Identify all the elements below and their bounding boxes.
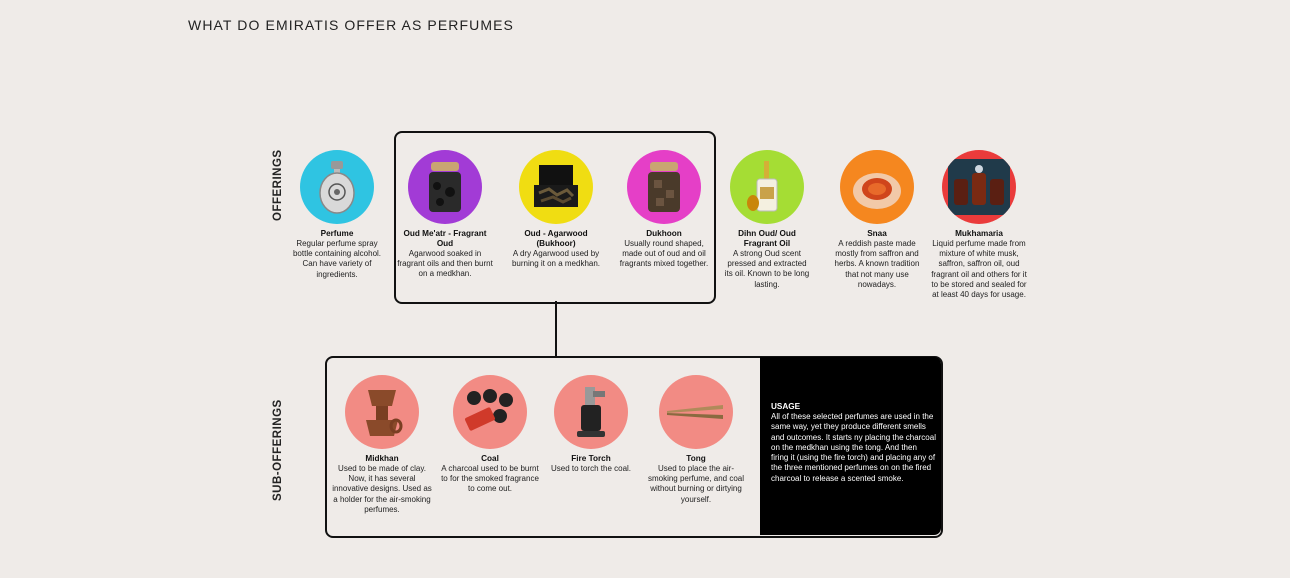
sub-offering-midkhan <box>332 375 432 515</box>
sub-offering-desc: Used to be made of clay. Now, it has several innovative designs. Used as a holder for the air-smoking perfumes. <box>332 464 432 514</box>
offering-desc: Regular perfume spray bottle containing alcohol. Can have variety of ingredients. <box>292 239 382 279</box>
snaa-bowl-icon <box>840 150 914 224</box>
offering-oud-agarwood <box>508 150 604 269</box>
sub-offering-tong <box>646 375 746 505</box>
usage-text: All of these selected perfumes are used in the same way, yet they produce different smells and outcomes. It starts ny placing the charcoal on the medkhan using the tong. And then firing it (using the fire torch) and placing any of the three mentioned perfumes on on the fired charcoal to release a scented smoke. <box>771 412 936 483</box>
agarwood-box-icon <box>519 150 593 224</box>
sub-offering-name: Coal <box>481 454 499 463</box>
offering-name: Mukhamaria <box>955 229 1003 238</box>
offering-desc: A reddish paste made mostly from saffron and herbs. A known tradition that not many use nowadays. <box>834 239 920 289</box>
offering-name: Dihn Oud/ Oud Fragrant Oil <box>738 229 796 248</box>
offering-name: Dukhoon <box>646 229 682 238</box>
usage-title: USAGE <box>771 402 801 411</box>
page-title: WHAT DO EMIRATIS OFFER AS PERFUMES <box>188 17 514 33</box>
sub-offering-desc: A charcoal used to be burnt to for the smoked fragrance to come out. <box>441 464 539 494</box>
mukhamaria-bottles-icon <box>942 150 1016 224</box>
dukhoon-jar-icon <box>627 150 701 224</box>
sub-offering-name: Fire Torch <box>571 454 611 463</box>
oud-jar-icon <box>408 150 482 224</box>
offering-oud-meatr <box>397 150 493 280</box>
midkhan-icon <box>345 375 419 449</box>
group-connector <box>555 301 557 357</box>
offering-name: Snaa <box>867 229 887 238</box>
coal-icon <box>453 375 527 449</box>
offerings-label: OFFERINGS <box>272 149 284 221</box>
offering-desc: A strong Oud scent pressed and extracted its oil. Known to be long lasting. <box>724 249 810 289</box>
offering-name: Perfume <box>320 229 354 238</box>
sub-offering-desc: Used to torch the coal. <box>550 464 632 473</box>
sub-offering-coal <box>440 375 540 495</box>
offering-dukhoon <box>616 150 712 270</box>
sub-offerings-label: SUB-OFFERINGS <box>272 399 284 501</box>
offering-desc: A dry Agarwood used by burning it on a medkhan. <box>511 249 601 269</box>
offering-name: Oud Me'atr - Fragrant Oud <box>403 229 487 248</box>
offering-name: Oud - Agarwood (Bukhoor) <box>524 229 588 248</box>
offering-desc: Liquid perfume made from mixture of white musk, saffron, saffron oil, oud fragrant oil and others for it to be stored and sealed for at least 40 days for usage. <box>931 239 1027 300</box>
oil-bottle-icon <box>730 150 804 224</box>
perfume-icon <box>300 150 374 224</box>
offering-dihn-oud <box>724 150 810 290</box>
tong-icon <box>659 375 733 449</box>
offering-snaa <box>827 150 927 290</box>
offering-perfume <box>286 150 388 280</box>
offering-desc: Usually round shaped, made out of oud and oil fragrants mixed together. <box>619 239 709 269</box>
usage-panel <box>760 357 941 535</box>
fire-torch-icon <box>554 375 628 449</box>
sub-offering-desc: Used to place the air-smoking perfume, and coal without burning or dirtying yourself. <box>647 464 745 504</box>
offering-mukhamaria <box>928 150 1030 300</box>
sub-offering-name: Midkhan <box>365 454 399 463</box>
sub-offering-name: Tong <box>686 454 706 463</box>
sub-offering-fire-torch <box>541 375 641 474</box>
offering-desc: Agarwood soaked in fragrant oils and then burnt on a medkhan. <box>397 249 493 279</box>
